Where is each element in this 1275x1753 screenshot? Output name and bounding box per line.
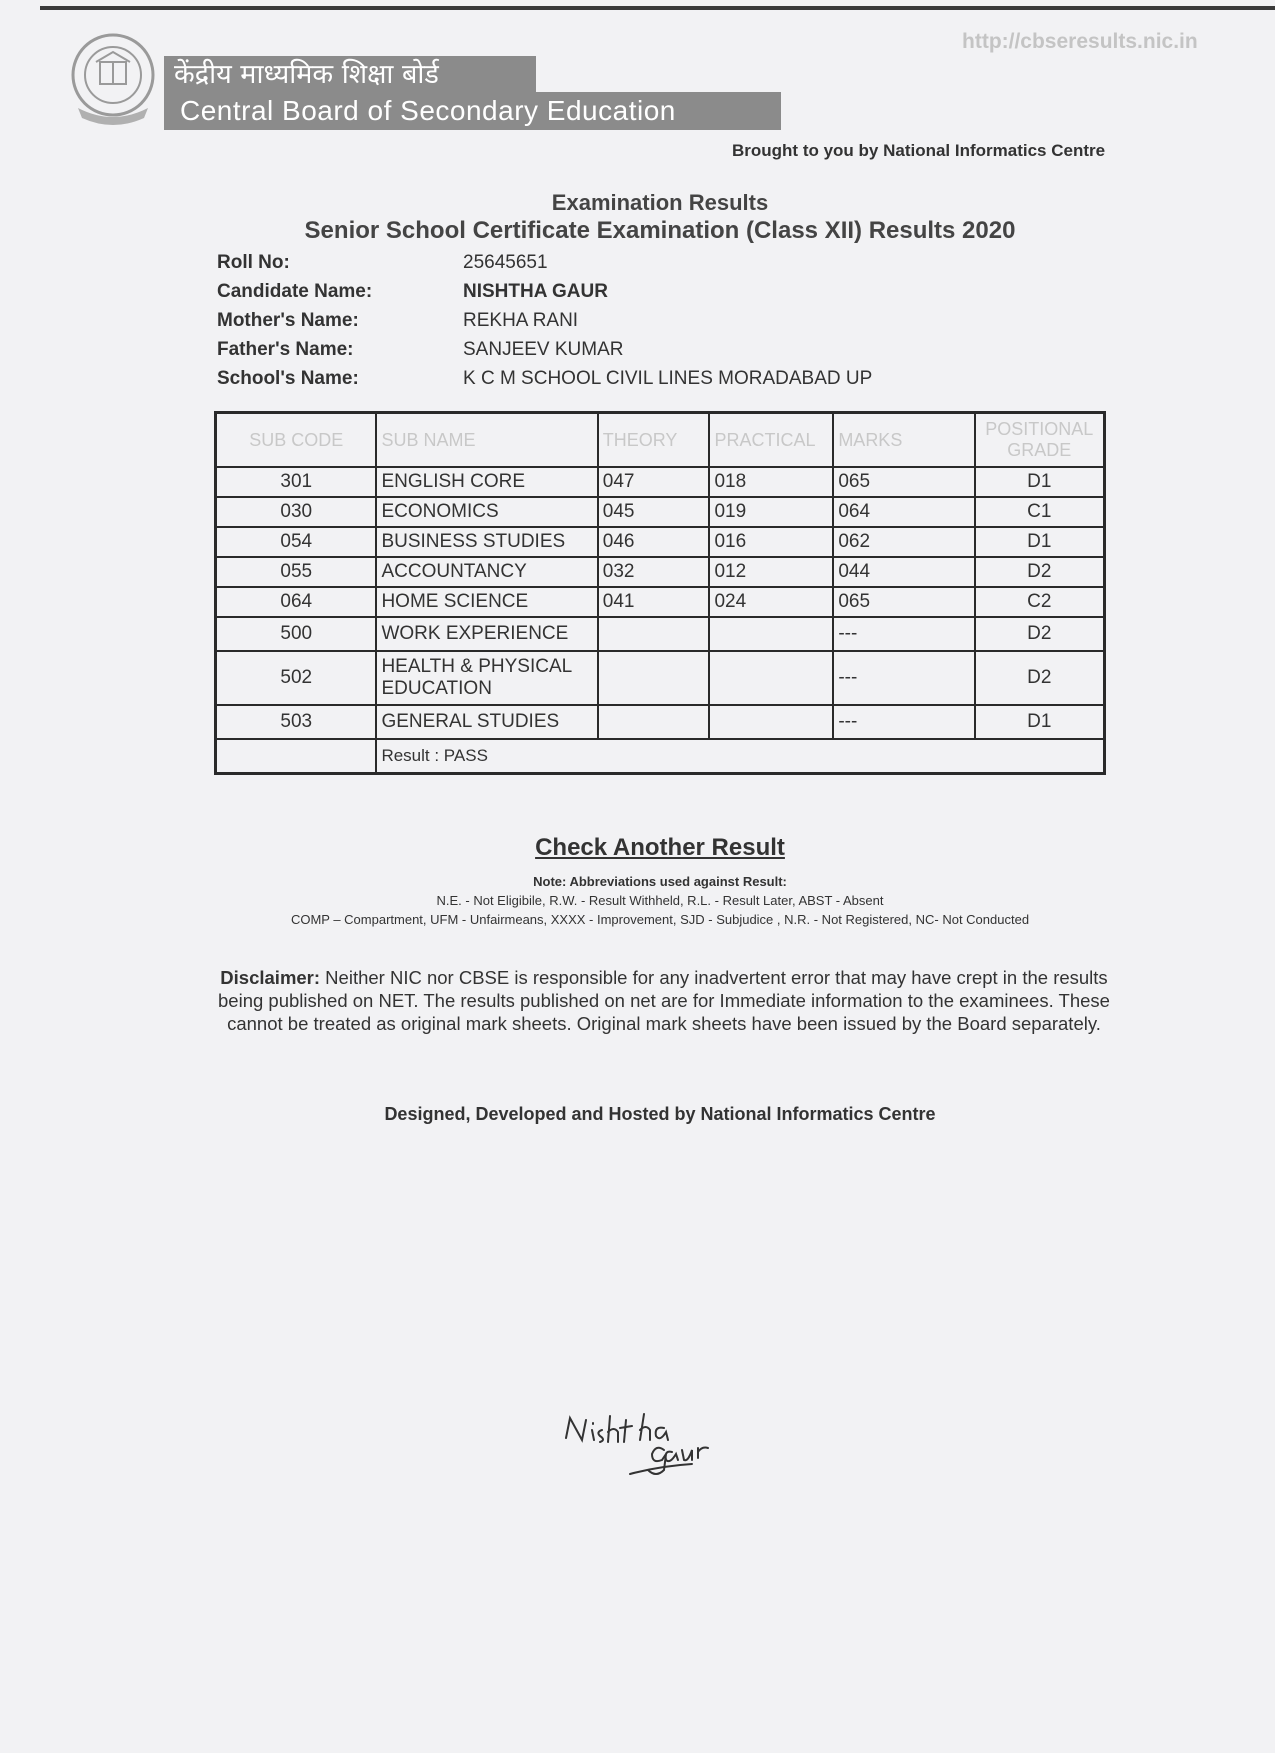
note-title: Note: Abbreviations used against Result: [533, 874, 787, 889]
sub-code: 064 [216, 587, 377, 617]
sub-code: 054 [216, 527, 377, 557]
marks-table [214, 411, 1106, 775]
disclaimer [214, 966, 1114, 1035]
board-name-english: Central Board of Secondary Education [164, 92, 781, 130]
roll-no-value: 25645651 [463, 251, 548, 273]
theory [598, 651, 710, 705]
grade: C1 [975, 497, 1105, 527]
roll-no-row [217, 248, 872, 277]
empty-cell [216, 739, 377, 773]
theory: 047 [598, 467, 710, 497]
marks: --- [833, 651, 974, 705]
board-name-hindi: केंद्रीय माध्यमिक शिक्षा बोर्ड [164, 56, 536, 94]
candidate-info [217, 248, 872, 393]
table-row [216, 557, 1105, 587]
candidate-name-row [217, 277, 872, 306]
table-row [216, 527, 1105, 557]
col-header: MARKS [833, 413, 974, 468]
disclaimer-label: Disclaimer: [220, 967, 321, 988]
sub-name: BUSINESS STUDIES [376, 527, 597, 557]
note-line: COMP – Compartment, UFM - Unfairmeans, XXXX - Improvement, SJD - Subjudice , N.R. - Not Registered, NC- Not Conducted [290, 912, 1030, 927]
table-row [216, 651, 1105, 705]
col-header: POSITIONAL GRADE [975, 413, 1105, 468]
practical: 024 [709, 587, 833, 617]
field-label: Candidate Name: [217, 280, 373, 302]
marks: 064 [833, 497, 974, 527]
check-another-result-link[interactable]: Check Another Result [535, 834, 785, 861]
sub-name: HEALTH & PHYSICAL EDUCATION [376, 651, 597, 705]
cbse-logo [70, 30, 156, 126]
site-url[interactable]: http://cbseresults.nic.in [962, 30, 1198, 53]
sub-name: HOME SCIENCE [376, 587, 597, 617]
table-row [216, 467, 1105, 497]
exam-title: Senior School Certificate Examination (Class XII) Results 2020 [304, 217, 1016, 244]
sub-code: 030 [216, 497, 377, 527]
grade: D2 [975, 617, 1105, 651]
father-name-value: SANJEEV KUMAR [463, 338, 624, 360]
grade: D1 [975, 467, 1105, 497]
theory: 045 [598, 497, 710, 527]
sub-code: 502 [216, 651, 377, 705]
marks: --- [833, 617, 974, 651]
practical: 019 [709, 497, 833, 527]
brought-by: Brought to you by National Informatics Centre [732, 141, 1106, 160]
disclaimer-text: Neither NIC nor CBSE is responsible for any inadvertent error that may have crept in the results being published on NET. The results published on net are for Immediate information to the examinees. These cannot be treated as original mark sheets. Original mark sheets have been issued by the Board separately. [218, 967, 1110, 1034]
grade: D1 [975, 705, 1105, 739]
field-label: Father's Name: [217, 338, 354, 360]
result-row [216, 739, 1105, 773]
marks: 044 [833, 557, 974, 587]
mother-name-value: REKHA RANI [463, 309, 579, 331]
marks: --- [833, 705, 974, 739]
practical: 012 [709, 557, 833, 587]
theory [598, 617, 710, 651]
practical: 016 [709, 527, 833, 557]
candidate-name-value: NISHTHA GAUR [463, 280, 608, 302]
practical [709, 617, 833, 651]
father-name-row [217, 335, 872, 364]
abbreviations-note [0, 872, 1275, 929]
school-name-value: K C M SCHOOL CIVIL LINES MORADABAD UP [463, 367, 873, 389]
table-row [216, 705, 1105, 739]
result-status: Result : PASS [376, 739, 1104, 773]
sub-name: WORK EXPERIENCE [376, 617, 597, 651]
grade: D1 [975, 527, 1105, 557]
practical [709, 705, 833, 739]
mother-name-row [217, 306, 872, 335]
school-name-row [217, 364, 872, 393]
col-header: SUB CODE [216, 413, 377, 468]
practical: 018 [709, 467, 833, 497]
theory [598, 705, 710, 739]
practical [709, 651, 833, 705]
sub-code: 500 [216, 617, 377, 651]
grade: D2 [975, 651, 1105, 705]
table-row [216, 587, 1105, 617]
theory: 032 [598, 557, 710, 587]
col-header: PRACTICAL [709, 413, 833, 468]
field-label: Roll No: [217, 251, 290, 273]
handwritten-signature [560, 1370, 720, 1480]
sub-code: 301 [216, 467, 377, 497]
col-header: THEORY [598, 413, 710, 468]
sub-code: 503 [216, 705, 377, 739]
sub-code: 055 [216, 557, 377, 587]
marks: 062 [833, 527, 974, 557]
grade: D2 [975, 557, 1105, 587]
designed-by: Designed, Developed and Hosted by National Informatics Centre [384, 1104, 936, 1124]
sub-name: ECONOMICS [376, 497, 597, 527]
marks: 065 [833, 467, 974, 497]
grade: C2 [975, 587, 1105, 617]
theory: 041 [598, 587, 710, 617]
table-header-row [216, 413, 1105, 468]
theory: 046 [598, 527, 710, 557]
top-rule [40, 6, 1275, 10]
page-title: Examination Results [551, 190, 769, 215]
table-row [216, 497, 1105, 527]
col-header: SUB NAME [376, 413, 597, 468]
note-line: N.E. - Not Eligibile, R.W. - Result Withheld, R.L. - Result Later, ABST - Absent [436, 893, 884, 908]
sub-name: ACCOUNTANCY [376, 557, 597, 587]
marks: 065 [833, 587, 974, 617]
table-row [216, 617, 1105, 651]
sub-name: ENGLISH CORE [376, 467, 597, 497]
field-label: School's Name: [217, 367, 359, 389]
field-label: Mother's Name: [217, 309, 359, 331]
sub-name: GENERAL STUDIES [376, 705, 597, 739]
